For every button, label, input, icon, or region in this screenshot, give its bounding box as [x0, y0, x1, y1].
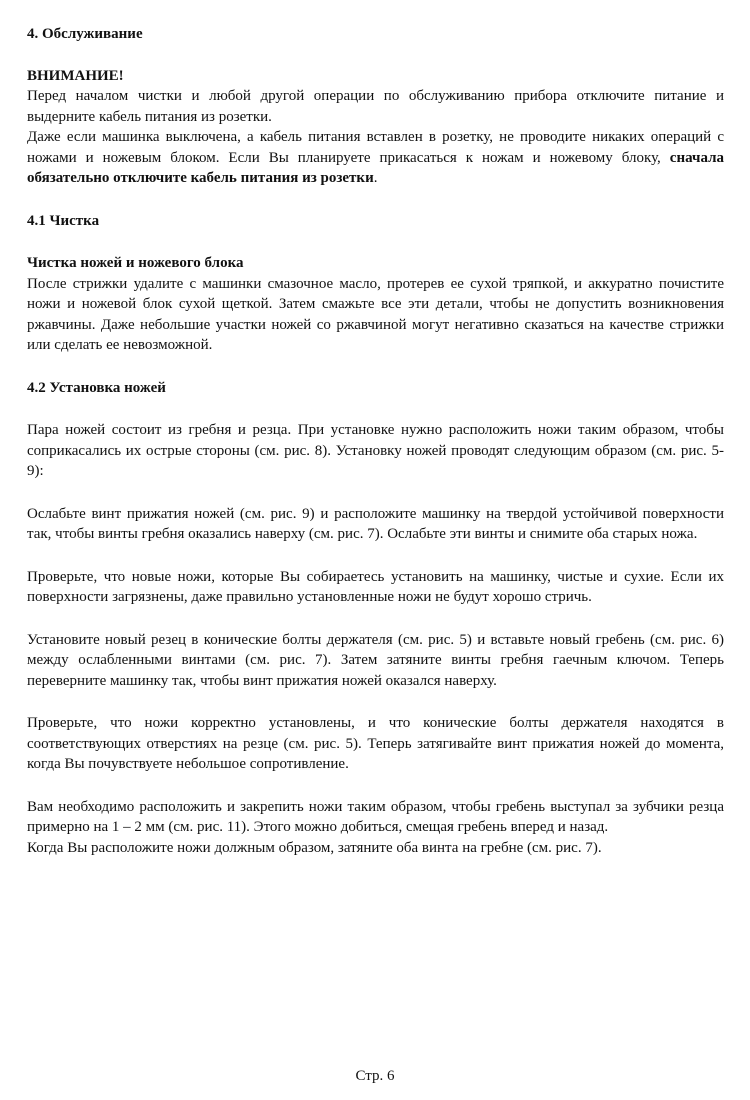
section-title: 4. Обслуживание	[27, 26, 143, 42]
page-number: Стр. 6	[355, 1068, 395, 1084]
warning-label: ВНИМАНИЕ!	[27, 67, 124, 84]
warning-emphasis: сначала обязательно отключите кабель питания из розетки	[27, 149, 724, 186]
warning-paragraph-1: Перед началом чистки и любой другой операции по обслуживанию прибора отключите питание и выдерните кабель питания из розетки.	[27, 88, 724, 125]
warning-paragraph-2	[27, 127, 724, 189]
installation-paragraph: Проверьте, что новые ножи, которые Вы собираетесь установить на машинку, чистые и сухие. Если их поверхности загрязнены, даже правильно установленные ножи не будут хорошо стричь.	[27, 568, 724, 605]
installation-paragraph: Проверьте, что ножи корректно установлены, и что конические болты держателя находятся в соответствующих отверстиях на резце (см. рис. 5). Теперь затягивайте винт прижатия ножей до момента, когда Вы почувствуете небольшое сопротивление.	[27, 715, 724, 772]
cleaning-subtitle: Чистка ножей и ножевого блока	[27, 255, 244, 271]
cleaning-paragraph: После стрижки удалите с машинки смазочное масло, протерев ее сухой тряпкой, и аккуратно почистите ножи и ножевой блок сухой щеткой. Затем смажьте все эти детали, чтобы не допустить возникновения ржавчины. Даже небольшие участки ножей со ржавчиной могут негативно сказаться на качестве стрижки или сделать ее невозможной.	[27, 275, 724, 353]
installation-paragraph: Когда Вы расположите ножи должным образом, затяните оба винта на гребне (см. рис. 7).	[27, 839, 602, 856]
installation-paragraph: Пара ножей состоит из гребня и резца. При установке нужно расположить ножи таким образом, чтобы соприкасались их острые стороны (см. рис. 8). Установку ножей проводят следующим образом (см. рис. 5-9):	[27, 422, 724, 479]
warning-text-end: .	[373, 170, 378, 186]
installation-paragraph: Установите новый резец в конические болты держателя (см. рис. 5) и вставьте новый гребень (см. рис. 6) между ослабленными винтами (см. рис. 7). Затем затяните винты гребня гаечным ключом. Теперь переверните машинку так, чтобы винт прижатия ножей оказался наверху.	[27, 631, 724, 689]
cleaning-title: 4.1 Чистка	[27, 212, 100, 229]
installation-title: 4.2 Установка ножей	[27, 379, 166, 396]
installation-paragraph: Вам необходимо расположить и закрепить ножи таким образом, чтобы гребень выступал за зубчики резца примерно на 1 – 2 мм (см. рис. 11). Этого можно добиться, смещая гребень вперед и назад.	[27, 798, 724, 835]
warning-text-start: Даже если машинка выключена, а кабель питания вставлен в розетку, не проводите никаких операций с ножами и ножевым блоком. Если Вы планируете прикасаться к ножам и ножевому блоку,	[27, 129, 724, 166]
installation-paragraph: Ослабьте винт прижатия ножей (см. рис. 9) и расположите машинку на твердой устойчивой поверхности так, чтобы винты гребня оказались наверху (см. рис. 7). Ослабьте эти винты и снимите оба старых ножа.	[27, 505, 724, 542]
